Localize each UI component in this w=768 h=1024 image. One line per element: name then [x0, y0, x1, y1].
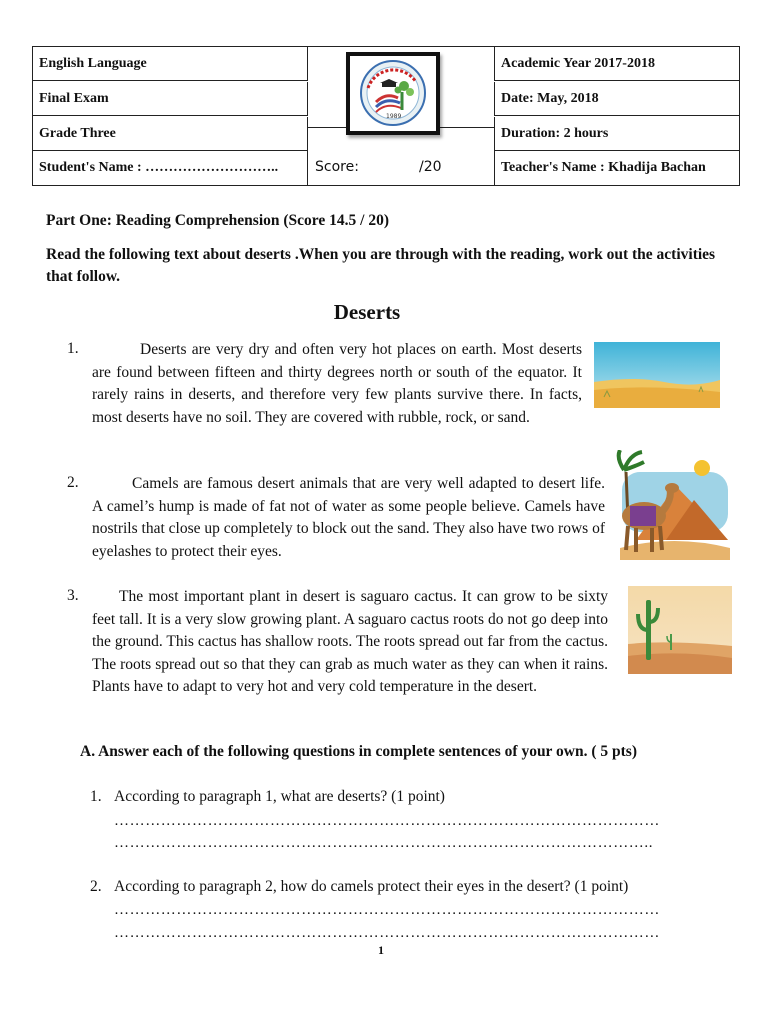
page-number: 1: [378, 943, 384, 957]
question-1-number: 1.: [90, 788, 102, 805]
school-logo-icon: [346, 52, 440, 135]
question-1-text: According to paragraph 1, what are deserts? (1 point): [114, 788, 445, 805]
part-title: Part One: Reading Comprehension (Score 14.5 / 20): [46, 212, 389, 229]
teacher-name-cell: Teacher's Name : Khadija Bachan: [494, 151, 739, 185]
subject-cell: English Language: [33, 47, 308, 81]
answer-line-1a[interactable]: ……………………………………………………………………………………………: [114, 813, 660, 829]
answer-line-2b[interactable]: ……………………………………………………………………………………………: [114, 925, 660, 941]
logo-year: 1989: [386, 113, 402, 120]
score-label: Score:: [315, 159, 359, 175]
paragraph-1-number: 1.: [67, 340, 79, 357]
date-cell: Date: May, 2018: [494, 82, 739, 116]
paragraph-1: Deserts are very dry and often very hot places on earth. Most deserts are found between fifteen and thirty degrees north or south of the equator. It rarely rains in deserts, and therefore very few plants survive there. In facts, most deserts have no soil. They are covered with rubble, rock, or sand.: [92, 341, 582, 426]
instruction-text: Read the following text about deserts .When you are through with the reading, work out the activities that follow.: [46, 246, 716, 285]
question-2-text: According to paragraph 2, how do camels protect their eyes in the desert? (1 point): [114, 878, 629, 895]
paragraph-2: Camels are famous desert animals that are very well adapted to desert life. A camel’s hump is made of fat not of water as some people believe. Camels have nostrils that close up completely to block out the sand. They also have two rows of eyelashes to protect their eyes.: [92, 475, 605, 560]
duration-cell: Duration: 2 hours: [494, 117, 739, 151]
exam-header-table: [32, 46, 740, 186]
cactus-image: [628, 586, 732, 674]
passage-title: Deserts: [333, 300, 401, 324]
exam-type-cell: Final Exam: [33, 82, 308, 116]
paragraph-2-number: 2.: [67, 474, 79, 491]
desert-landscape-image: [594, 342, 720, 408]
section-a-heading: A. Answer each of the following questions in complete sentences of your own. ( 5 pts): [80, 743, 637, 760]
paragraph-3-text: The most important plant in desert is saguaro cactus. It can grow to be sixty feet tall. It is a very slow growing plant. A saguaro cactus roots do not go deep into the ground. This cactus has shallow roots. The roots spread out far from the cactus. The roots spread out so that they can grab as much water as they can when it rains. Plants have to adapt to very hot and very cold temperature in the desert.: [92, 588, 608, 695]
answer-line-2a[interactable]: ……………………………………………………………………………………………: [114, 902, 660, 918]
academic-year-cell: Academic Year 2017-2018: [494, 47, 739, 81]
grade-cell: Grade Three: [33, 117, 308, 151]
question-2-number: 2.: [90, 878, 102, 895]
student-name-cell[interactable]: Student's Name : ………………………..: [33, 151, 308, 185]
camel-image: [616, 450, 732, 562]
score-total: /20: [419, 159, 442, 175]
paragraph-3-number: 3.: [67, 587, 79, 604]
school-logo: [346, 52, 440, 135]
score-box[interactable]: [315, 159, 442, 175]
answer-line-1b[interactable]: …………………………………………………………………………………………..: [114, 835, 654, 851]
